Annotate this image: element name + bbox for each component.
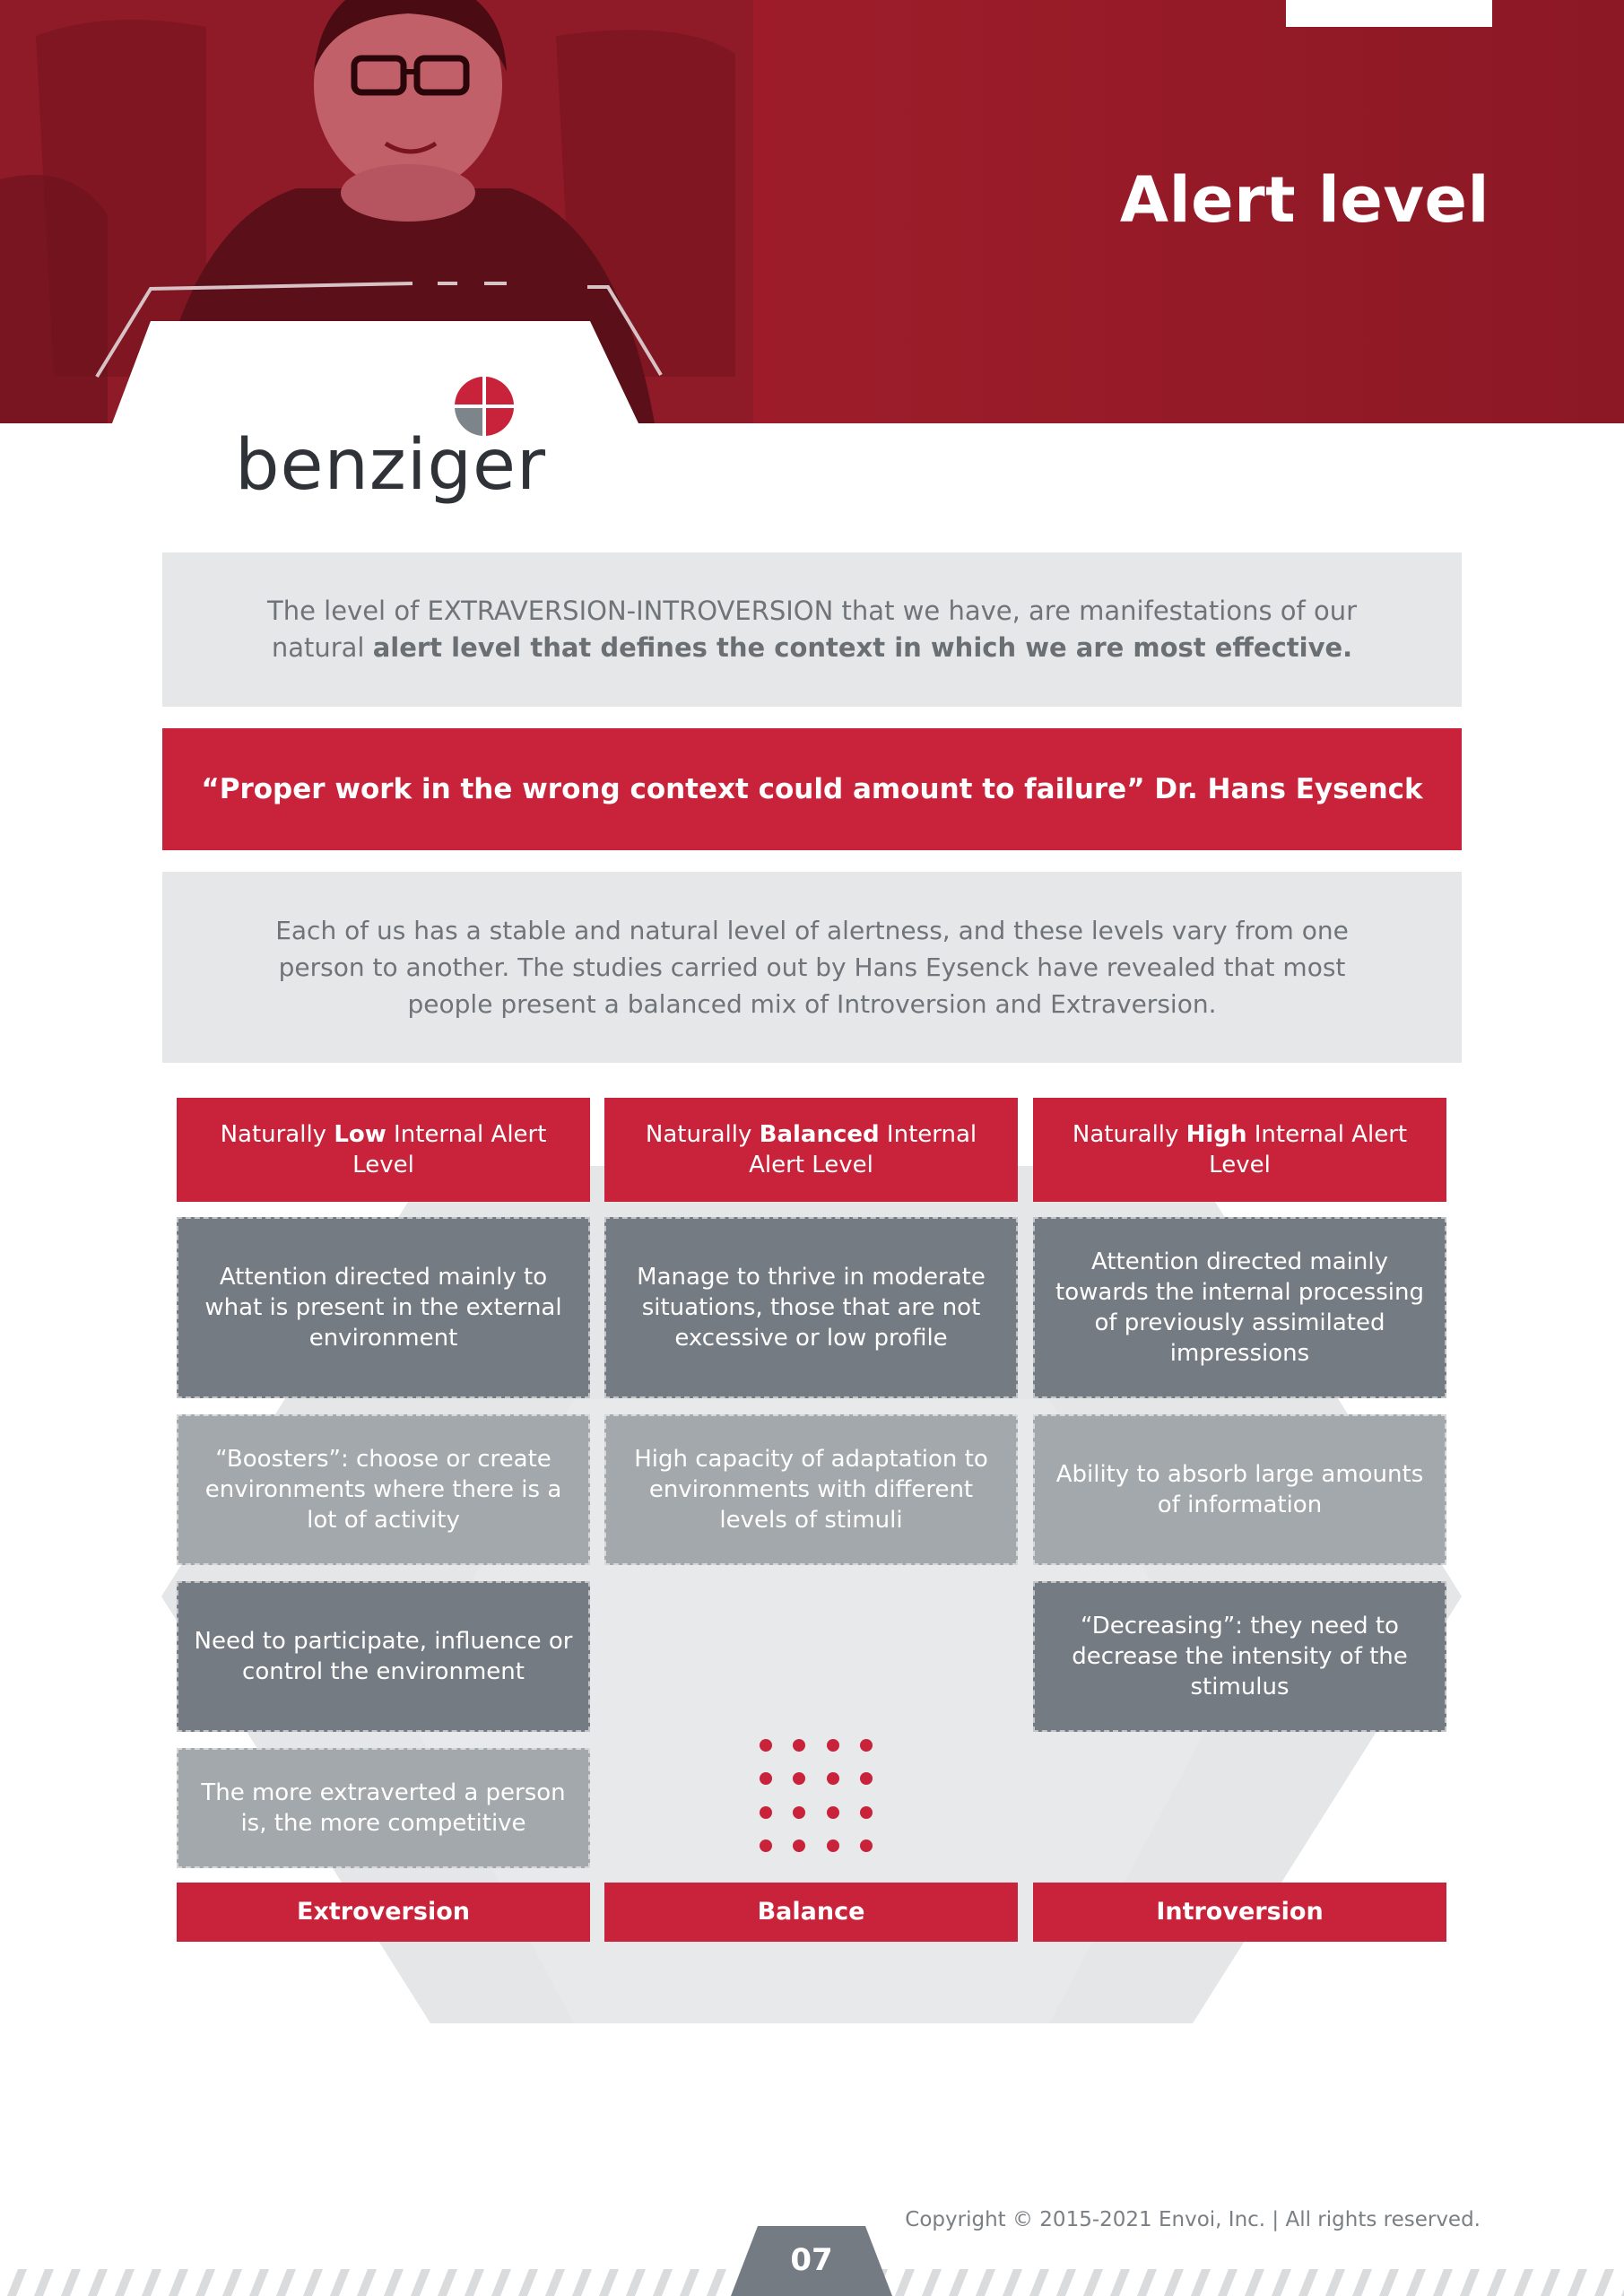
- column-header-high: [1033, 1098, 1446, 1202]
- grid-cell: Need to participate, influence or control the environment: [177, 1581, 590, 1732]
- grid-cell: “Boosters”: choose or create environments where there is a lot of activity: [177, 1414, 590, 1565]
- column-header-balanced: [604, 1098, 1018, 1202]
- header-text-post: Internal Alert Level: [1209, 1121, 1408, 1178]
- copyright-text: Copyright © 2015-2021 Envoi, Inc. | All rights reserved.: [905, 2208, 1481, 2231]
- grid-cell: “Decreasing”: they need to decrease the intensity of the stimulus: [1033, 1581, 1446, 1732]
- grid-cell: Ability to absorb large amounts of information: [1033, 1414, 1446, 1565]
- header-text-bold: Low: [334, 1121, 386, 1148]
- grid-cell: Manage to thrive in moderate situations, those that are not excessive or low profile: [604, 1217, 1018, 1398]
- intro-panel: [162, 552, 1462, 707]
- header-text-bold: High: [1185, 1121, 1247, 1148]
- header-text-pre: Naturally: [220, 1121, 334, 1148]
- grid-cell: Attention directed mainly towards the internal processing of previously assimilated impressions: [1033, 1217, 1446, 1398]
- column-footer-introversion: Introversion: [1033, 1883, 1446, 1942]
- intro-text-plain: The level of EXTRAVERSION-INTROVERSION that we have, are manifestations of our natural: [267, 596, 1357, 663]
- column-footer-balance: Balance: [604, 1883, 1018, 1942]
- intro-text: [225, 593, 1399, 666]
- grid-cell: The more extraverted a person is, the more competitive: [177, 1748, 590, 1868]
- column-header-low: [177, 1098, 590, 1202]
- logo-wordmark: benziger: [235, 425, 547, 506]
- column-footer-extroversion: Extroversion: [177, 1883, 590, 1942]
- header-text-pre: Naturally: [1072, 1121, 1186, 1148]
- intro-text-bold: alert level that defines the context in which we are most effective.: [372, 632, 1353, 663]
- benziger-logo: [235, 375, 547, 509]
- study-panel: [162, 872, 1462, 1063]
- page-title: Alert level: [1119, 163, 1489, 237]
- decorative-dots: [753, 1733, 879, 1858]
- header-tab-shape: [1286, 0, 1492, 27]
- grid-cell: High capacity of adaptation to environments with different levels of stimuli: [604, 1414, 1018, 1565]
- page-number: 07: [790, 2242, 833, 2278]
- header-text-post: Internal Alert Level: [352, 1121, 547, 1178]
- header-text-post: Internal Alert Level: [749, 1121, 977, 1178]
- header-text-bold: Balanced: [759, 1121, 880, 1148]
- grid-cell: Attention directed mainly to what is present in the external environment: [177, 1217, 590, 1398]
- quote-text: “Proper work in the wrong context could amount to failure” Dr. Hans Eysenck: [201, 773, 1423, 805]
- quote-banner: [162, 728, 1462, 850]
- header-text-pre: Naturally: [645, 1121, 760, 1148]
- study-text: Each of us has a stable and natural level of alertness, and these levels vary from one person to another. The studies carried out by Hans Eysenck have revealed that most people present a balanced mix of Introversion and Extraversion.: [275, 916, 1349, 1019]
